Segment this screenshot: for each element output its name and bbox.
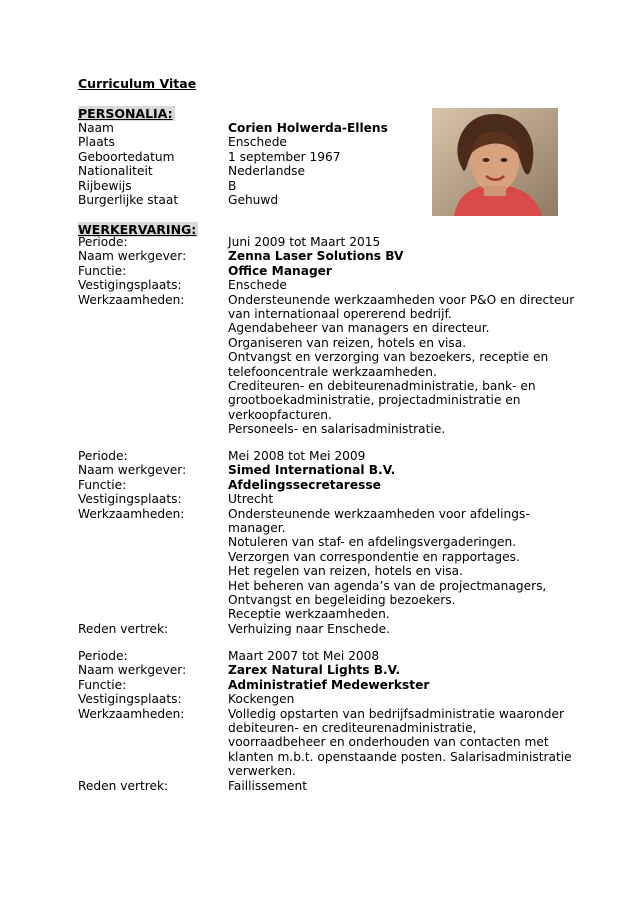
section-werkervaring-heading: WERKERVARING:	[78, 222, 197, 237]
job-row-periode	[78, 449, 578, 463]
label-werkzaamheden: Werkzaamheden:	[78, 706, 185, 721]
value-werkgever: Zarex Natural Lights B.V.	[228, 663, 401, 678]
value-werkgever: Zenna Laser Solutions BV	[228, 249, 404, 264]
value-vestigingsplaats: Utrecht	[228, 492, 274, 507]
label-vestigingsplaats: Vestigingsplaats:	[78, 692, 182, 707]
job-entry	[78, 649, 578, 793]
label-periode: Periode:	[78, 235, 128, 249]
job-row-werkzaamheden	[78, 507, 578, 622]
value-periode: Maart 2007 tot Mei 2008	[228, 649, 380, 663]
job-row-werkzaamheden	[78, 293, 578, 437]
label-nationaliteit: Nationaliteit	[78, 164, 153, 179]
job-entry	[78, 235, 578, 437]
label-werkzaamheden: Werkzaamheden:	[78, 292, 185, 307]
label-reden-vertrek: Reden vertrek:	[78, 778, 169, 793]
value-werkgever: Simed International B.V.	[228, 463, 396, 478]
job-row-periode	[78, 235, 578, 249]
job-row-functie	[78, 264, 578, 278]
job-entry	[78, 449, 578, 636]
section-personalia-heading: PERSONALIA:	[78, 106, 173, 121]
value-werkzaamheden: Volledig opstarten van bedrijfsadministratie waaronder debiteuren- en crediteurenadministratie, voorraadbeheer en onderhouden van contacten met klanten m.b.t. openstaande posten. Salarisadministratie verwerken.	[228, 706, 572, 779]
label-rijbewijs: Rijbewijs	[78, 178, 132, 193]
value-werkzaamheden: Ondersteunende werkzaamheden voor afdelings- manager. Notuleren van staf- en afdelingsvergaderingen. Verzorgen van correspondentie en rapportages. Het regelen van reizen, hotels en visa. Het beheren van agenda’s van de projectmanagers, Ontvangst en begeleiding bezoekers. Receptie werkzaamheden.	[228, 506, 547, 622]
value-periode: Mei 2008 tot Mei 2009	[228, 449, 366, 463]
value-reden-vertrek: Verhuizing naar Enschede.	[228, 621, 390, 636]
label-werkgever: Naam werkgever:	[78, 249, 187, 264]
job-row-vestigingsplaats	[78, 692, 578, 706]
label-vestigingsplaats: Vestigingsplaats:	[78, 492, 182, 507]
label-periode: Periode:	[78, 649, 128, 663]
job-row-werkgever	[78, 249, 578, 263]
job-row-periode	[78, 649, 578, 663]
job-row-reden-vertrek	[78, 779, 578, 793]
label-werkzaamheden: Werkzaamheden:	[78, 506, 185, 521]
value-periode: Juni 2009 tot Maart 2015	[228, 235, 381, 249]
label-werkgever: Naam werkgever:	[78, 663, 187, 678]
label-plaats: Plaats	[78, 135, 115, 150]
value-reden-vertrek: Faillissement	[228, 778, 307, 793]
label-vestigingsplaats: Vestigingsplaats:	[78, 278, 182, 293]
value-naam: Corien Holwerda-Ellens	[228, 121, 388, 135]
label-functie: Functie:	[78, 677, 127, 692]
value-vestigingsplaats: Enschede	[228, 278, 287, 293]
value-nationaliteit: Nederlandse	[228, 164, 306, 179]
label-werkgever: Naam werkgever:	[78, 463, 187, 478]
value-functie: Afdelingssecretaresse	[228, 477, 381, 492]
document-title: Curriculum Vitae	[78, 76, 197, 91]
job-row-functie	[78, 478, 578, 492]
value-functie: Administratief Medewerkster	[228, 677, 430, 692]
label-naam: Naam	[78, 121, 114, 135]
value-functie: Office Manager	[228, 263, 332, 278]
value-geboortedatum: 1 september 1967	[228, 149, 341, 164]
label-periode: Periode:	[78, 449, 128, 463]
job-row-functie	[78, 678, 578, 692]
value-werkzaamheden: Ondersteunende werkzaamheden voor P&O en directeur van internationaal opererend bedrijf. Agendabeheer van managers en directeur. Organiseren van reizen, hotels en visa. Ontvangst en verzorging van bezoekers, receptie en telefooncentrale werkzaamheden. Crediteuren- en debiteurenadministratie, bank- en grootboekadministratie, projectadministratie en verkoopfacturen. Personeels- en salarisadministratie.	[228, 292, 575, 437]
job-row-werkgever	[78, 463, 578, 477]
job-row-werkgever	[78, 663, 578, 677]
value-plaats: Enschede	[228, 135, 287, 150]
label-geboortedatum: Geboortedatum	[78, 149, 175, 164]
job-row-reden-vertrek	[78, 622, 578, 636]
label-functie: Functie:	[78, 477, 127, 492]
job-row-vestigingsplaats	[78, 278, 578, 292]
label-reden-vertrek: Reden vertrek:	[78, 621, 169, 636]
value-vestigingsplaats: Kockengen	[228, 692, 295, 707]
profile-photo	[432, 108, 558, 216]
value-burgerlijke-staat: Gehuwd	[228, 193, 279, 208]
label-burgerlijke-staat: Burgerlijke staat	[78, 193, 179, 208]
label-functie: Functie:	[78, 263, 127, 278]
job-row-vestigingsplaats	[78, 492, 578, 506]
job-row-werkzaamheden	[78, 707, 578, 779]
value-rijbewijs: B	[228, 178, 237, 193]
